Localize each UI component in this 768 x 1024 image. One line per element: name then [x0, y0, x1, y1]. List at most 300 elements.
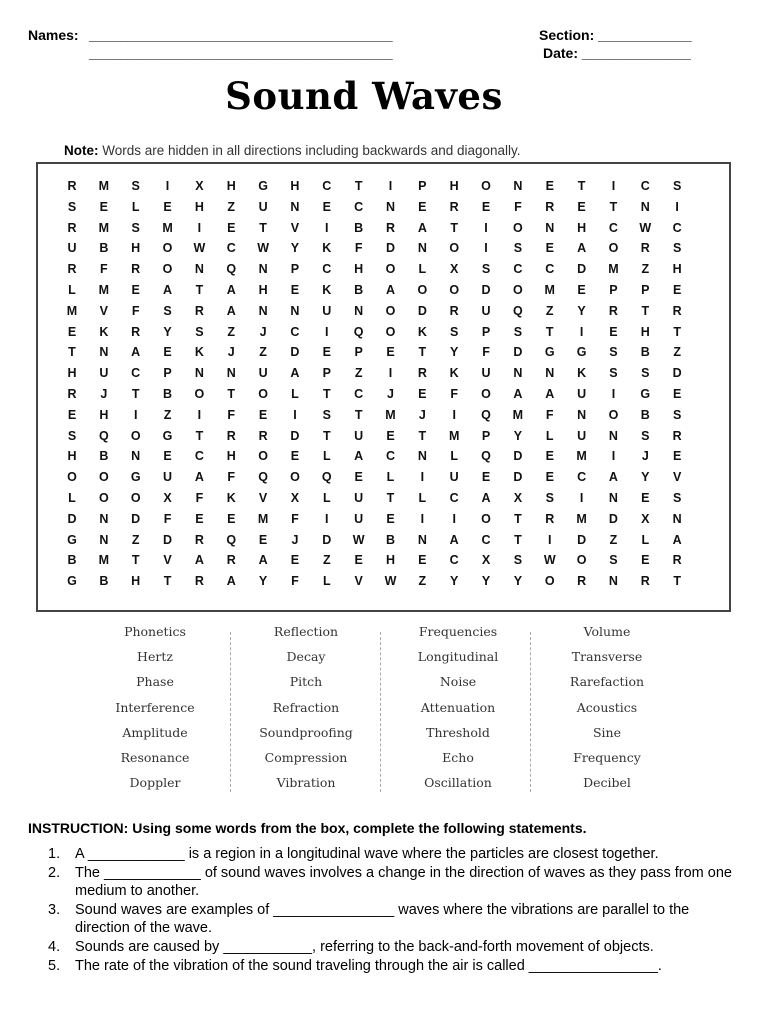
grid-letter: K [417, 324, 427, 339]
word-bank-divider [380, 632, 381, 792]
grid-letter: P [322, 366, 331, 381]
grid-letter: L [131, 199, 140, 214]
grid-letter: C [226, 241, 236, 256]
grid-letter: E [481, 199, 491, 214]
grid-letter: Z [227, 199, 236, 214]
grid-letter: J [227, 345, 235, 360]
grid-letter: D [513, 470, 523, 485]
grid-letter: N [99, 345, 109, 360]
grid-letter: I [579, 491, 584, 505]
grid-letter: D [322, 532, 332, 547]
grid-letter: D [608, 511, 618, 526]
grid-letter: N [577, 407, 587, 422]
grid-letter: J [100, 387, 108, 401]
grid-letter: E [545, 470, 554, 485]
grid-letter: A [354, 449, 364, 464]
grid-letter: M [576, 511, 587, 526]
word-bank-divider [230, 632, 231, 792]
grid-letter: E [672, 283, 682, 297]
grid-letter: S [672, 491, 682, 505]
grid-letter: Y [450, 574, 459, 589]
grid-letter: S [131, 220, 140, 235]
grid-letter: Z [354, 366, 363, 381]
grid-letter: C [322, 262, 332, 277]
grid-letter: H [385, 553, 396, 568]
grid-letter: U [481, 366, 491, 381]
grid-letter: N [417, 532, 427, 547]
grid-letter: R [258, 428, 268, 443]
word-bank-item: Volume [583, 624, 631, 639]
grid-letter: W [257, 241, 269, 256]
grid-letter: G [258, 179, 268, 193]
grid-letter: A [163, 283, 173, 297]
word-bank-item: Vibration [276, 775, 336, 791]
grid-letter: T [163, 574, 172, 589]
word-bank-item: Oscillation [424, 775, 492, 791]
grid-letter: S [322, 407, 331, 422]
word-bank [0, 622, 768, 800]
grid-letter: Q [226, 532, 237, 547]
grid-letter: I [325, 511, 329, 526]
grid-letter: L [545, 428, 554, 443]
grid-letter: Q [258, 470, 268, 485]
grid-letter: U [99, 366, 109, 381]
grid-letter: I [675, 199, 679, 214]
grid-letter: Q [481, 449, 491, 464]
grid-letter: G [576, 345, 587, 360]
grid-letter: E [258, 407, 268, 422]
grid-letter: R [640, 574, 650, 589]
grid-letter: R [577, 574, 587, 589]
grid-letter: C [481, 532, 491, 547]
grid-letter: S [609, 366, 618, 381]
grid-letter: M [98, 553, 110, 568]
grid-letter: J [418, 407, 426, 422]
grid-letter: F [227, 470, 236, 485]
grid-letter: T [195, 283, 204, 297]
word-search-grid [36, 162, 731, 612]
grid-letter: F [163, 511, 172, 526]
grid-letter: R [417, 366, 427, 381]
grid-letter: V [99, 303, 109, 318]
grid-letter: N [608, 491, 618, 505]
word-bank-item: Noise [439, 674, 477, 690]
word-bank-item: Hertz [137, 649, 173, 665]
grid-letter: X [163, 491, 172, 505]
grid-letter: S [672, 241, 682, 256]
word-bank-item: Interference [115, 699, 195, 715]
grid-letter: O [290, 470, 300, 485]
grid-letter: T [514, 511, 522, 526]
grid-letter: O [162, 241, 173, 256]
word-bank-divider [530, 632, 531, 792]
grid-letter: S [195, 324, 204, 339]
grid-letter: U [67, 241, 77, 256]
grid-letter: A [545, 387, 555, 401]
grid-letter: A [672, 532, 682, 547]
word-bank-item: Rarefaction [569, 674, 645, 690]
grid-letter: Y [481, 574, 491, 589]
grid-letter: I [388, 179, 393, 193]
grid-letter: I [420, 511, 425, 526]
grid-letter: K [322, 241, 332, 256]
grid-letter: A [513, 387, 523, 401]
grid-letter: L [418, 262, 427, 277]
grid-letter: P [641, 283, 650, 297]
grid-letter: N [672, 511, 682, 526]
grid-letter: V [258, 491, 268, 505]
grid-letter: E [545, 179, 554, 193]
grid-letter: F [450, 387, 458, 401]
grid-letter: T [418, 345, 427, 360]
grid-letter: E [322, 199, 331, 214]
grid-letter: U [481, 303, 491, 318]
grid-letter: B [99, 574, 109, 589]
grid-letter: N [545, 366, 555, 381]
statement-item [48, 901, 738, 937]
grid-letter: T [418, 428, 427, 443]
statement-number: 1. [48, 846, 61, 862]
grid-letter: L [322, 449, 331, 464]
grid-letter: H [131, 574, 141, 589]
grid-letter: P [354, 345, 363, 360]
grid-letter: D [481, 283, 491, 297]
names-blank-line-1: _______________________________________ [89, 27, 393, 43]
grid-letter: T [673, 324, 681, 339]
grid-letter: D [417, 303, 427, 318]
grid-letter: C [131, 366, 141, 381]
grid-letter: O [258, 387, 268, 401]
grid-letter: T [68, 345, 76, 360]
grid-letter: E [67, 407, 77, 422]
grid-letter: D [385, 241, 396, 256]
grid-letter: N [290, 199, 300, 214]
grid-letter: Z [163, 407, 172, 422]
word-bank-item: Frequencies [418, 624, 498, 639]
grid-letter: E [672, 449, 682, 464]
grid-letter: A [290, 366, 300, 381]
grid-letter: E [67, 324, 77, 339]
grid-letter: W [384, 574, 397, 589]
grid-letter: Z [609, 532, 618, 547]
grid-letter: Z [673, 345, 681, 360]
word-bank-item: Refraction [272, 699, 340, 715]
grid-letter: E [545, 449, 554, 464]
grid-letter: T [673, 574, 681, 589]
grid-letter: I [165, 179, 170, 193]
word-bank-item: Phase [136, 674, 174, 690]
grid-letter: E [322, 345, 331, 360]
grid-letter: M [98, 179, 110, 193]
grid-letter: C [672, 220, 682, 235]
grid-letter: Y [577, 303, 586, 318]
instruction-text: INSTRUCTION: Using some words from the box, complete the following statements. [28, 820, 587, 836]
grid-letter: E [577, 283, 586, 297]
grid-letter: I [388, 366, 393, 381]
grid-letter: U [258, 199, 268, 214]
grid-letter: H [449, 179, 459, 193]
grid-letter: H [577, 220, 587, 235]
grid-letter: C [513, 262, 523, 277]
grid-letter: X [481, 553, 491, 568]
grid-letter: E [354, 553, 363, 568]
grid-letter: D [163, 532, 173, 547]
grid-letter: U [577, 387, 587, 401]
grid-letter: I [197, 407, 202, 422]
note-text: Words are hidden in all directions including backwards and diagonally. [102, 143, 521, 158]
grid-letter: E [163, 199, 172, 214]
grid-letter: O [513, 220, 523, 235]
grid-letter: E [131, 283, 140, 297]
grid-letter: S [641, 366, 650, 381]
statement-number: 4. [48, 939, 61, 955]
grid-letter: H [67, 449, 77, 464]
statement-number: 3. [48, 902, 61, 918]
grid-letter: F [291, 511, 299, 526]
statements-list [48, 845, 738, 976]
grid-letter: E [481, 470, 491, 485]
grid-letter: Y [163, 324, 172, 339]
grid-letter: A [258, 553, 268, 568]
grid-letter: I [611, 387, 616, 401]
grid-letter: Z [322, 553, 331, 568]
grid-letter: O [608, 241, 619, 256]
grid-letter: Q [226, 262, 237, 277]
grid-letter: N [513, 179, 523, 193]
grid-letter: Q [513, 303, 523, 318]
grid-letter: C [290, 324, 300, 339]
date-field: Date: ______________ [543, 45, 691, 61]
word-bank-item: Decay [286, 649, 326, 665]
grid-letter: M [608, 262, 619, 277]
grid-letter: B [640, 407, 650, 422]
statement-text: A ____________ is a region in a longitudinal wave where the particles are closest together. [75, 846, 659, 862]
grid-letter: W [639, 220, 652, 235]
grid-letter: N [417, 449, 427, 464]
grid-letter: Z [545, 303, 554, 318]
grid-letter: N [545, 220, 555, 235]
grid-letter: I [548, 532, 552, 547]
grid-letter: A [131, 345, 141, 360]
grid-letter: R [545, 199, 555, 214]
word-bank-item: Resonance [120, 749, 190, 765]
grid-letter: F [291, 574, 299, 589]
grid-letter: K [322, 283, 332, 297]
grid-letter: R [672, 553, 682, 568]
statement-text: Sound waves are examples of _______________ waves where the vibrations are parallel to the direction of the wave. [75, 902, 690, 936]
grid-letter: P [481, 428, 491, 443]
grid-letter: E [227, 220, 236, 235]
grid-letter: O [481, 387, 491, 401]
grid-letter: R [194, 303, 204, 318]
grid-letter: G [67, 574, 77, 589]
grid-letter: N [417, 241, 427, 256]
grid-letter: I [197, 220, 202, 235]
grid-letter: C [354, 387, 364, 401]
word-bank-column [383, 622, 533, 798]
word-bank-item: Reflection [273, 624, 339, 639]
statement-text: The ____________ of sound waves involves a change in the direction of waves as they pass from one medium to another. [75, 865, 732, 899]
grid-letter: E [195, 511, 204, 526]
grid-letter: H [354, 262, 364, 277]
grid-letter: F [354, 241, 363, 256]
grid-letter: T [195, 428, 204, 443]
statement-item [48, 938, 738, 956]
grid-letter: N [226, 366, 236, 381]
grid-letter: N [99, 532, 109, 547]
grid-letter: U [354, 511, 364, 526]
grid-letter: N [194, 262, 204, 277]
grid-letter: P [418, 179, 427, 193]
grid-letter: N [385, 199, 396, 214]
grid-letters [38, 164, 729, 610]
grid-letter: H [672, 262, 682, 277]
statement-item [48, 957, 738, 975]
grid-letter: H [194, 199, 204, 214]
grid-letter: Q [98, 428, 109, 443]
grid-letter: N [258, 303, 268, 318]
grid-letter: T [259, 220, 267, 235]
grid-letter: O [449, 241, 460, 256]
grid-letter: A [608, 470, 618, 485]
word-bank-item: Attenuation [420, 699, 496, 715]
grid-letter: A [417, 220, 427, 235]
grid-letter: H [67, 366, 77, 381]
note-label: Note: [64, 143, 99, 158]
grid-letter: E [354, 470, 363, 485]
grid-letter: C [194, 449, 204, 464]
grid-letter: S [163, 303, 172, 318]
grid-letter: R [449, 199, 459, 214]
grid-letter: E [290, 449, 300, 464]
grid-letter: V [672, 470, 682, 485]
grid-letter: G [640, 387, 651, 401]
grid-letter: Y [450, 345, 459, 360]
grid-letter: C [354, 199, 364, 214]
grid-letter: C [385, 449, 396, 464]
grid-letter: S [609, 345, 618, 360]
statement-text: Sounds are caused by ___________, referring to the back-and-forth movement of objects. [75, 939, 654, 955]
grid-letter: E [418, 553, 427, 568]
grid-letter: I [579, 324, 584, 339]
grid-letter: E [99, 199, 109, 214]
grid-letter: K [226, 491, 236, 505]
grid-letter: M [162, 220, 173, 235]
grid-letter: Y [513, 428, 523, 443]
grid-letter: O [258, 449, 268, 464]
grid-letter: P [481, 324, 491, 339]
grid-letter: T [354, 407, 363, 422]
grid-letter: J [291, 532, 299, 547]
grid-letter: C [608, 220, 618, 235]
grid-letter: J [387, 387, 394, 401]
grid-letter: U [322, 303, 332, 318]
grid-letter: S [609, 553, 618, 568]
grid-letter: F [545, 407, 554, 422]
grid-letter: O [481, 511, 491, 526]
grid-letter: D [577, 262, 587, 277]
grid-letter: C [449, 553, 459, 568]
grid-letter: B [99, 449, 109, 464]
grid-letter: X [290, 491, 300, 505]
grid-letter: B [99, 241, 109, 256]
grid-letter: T [354, 179, 363, 193]
grid-letter: G [162, 428, 173, 443]
grid-letter: M [385, 407, 396, 422]
grid-letter: P [163, 366, 172, 381]
grid-letter: A [449, 532, 459, 547]
grid-letter: S [641, 428, 650, 443]
word-bank-item: Amplitude [122, 724, 188, 740]
grid-letter: L [322, 491, 331, 505]
grid-letter: R [131, 262, 141, 277]
word-bank-item: Soundproofing [259, 724, 353, 740]
grid-letter: U [354, 491, 364, 505]
word-bank-item: Pitch [289, 674, 323, 690]
grid-letter: I [325, 324, 329, 339]
grid-letter: L [291, 387, 299, 401]
grid-letter: W [193, 241, 206, 256]
grid-letter: E [418, 199, 427, 214]
grid-letter: D [672, 366, 682, 381]
word-bank-item: Echo [442, 749, 474, 765]
grid-letter: F [195, 491, 204, 505]
grid-letter: A [194, 470, 204, 485]
grid-letter: R [449, 303, 459, 318]
grid-letter: L [68, 491, 76, 505]
grid-letter: M [576, 449, 587, 464]
grid-letter: W [352, 532, 365, 547]
grid-letter: S [450, 324, 459, 339]
grid-letter: N [354, 303, 364, 318]
grid-letter: D [67, 511, 77, 526]
grid-letter: R [194, 532, 204, 547]
grid-letter: O [481, 179, 491, 193]
grid-letter: Q [321, 470, 332, 485]
statement-item [48, 864, 738, 900]
grid-letter: S [513, 241, 523, 256]
grid-letter: S [67, 199, 77, 214]
grid-letter: R [226, 553, 236, 568]
grid-letter: O [385, 262, 396, 277]
grid-letter: T [450, 220, 458, 235]
grid-letter: E [386, 511, 395, 526]
grid-letter: X [513, 491, 523, 505]
grid-letter: F [482, 345, 490, 360]
grid-letter: I [293, 407, 297, 422]
grid-letter: I [484, 220, 488, 235]
grid-letter: E [672, 387, 682, 401]
grid-letter: X [195, 179, 204, 193]
grid-letter: E [418, 387, 427, 401]
grid-letter: T [131, 553, 140, 568]
grid-letter: U [354, 428, 364, 443]
grid-letter: D [290, 428, 300, 443]
grid-letter: E [163, 449, 172, 464]
grid-letter: R [640, 241, 650, 256]
statement-item [48, 845, 738, 863]
grid-letter: S [513, 553, 523, 568]
grid-letter: L [418, 491, 427, 505]
grid-letter: N [513, 366, 523, 381]
grid-letter: M [98, 283, 110, 297]
grid-letter: L [450, 449, 458, 464]
grid-letter: F [227, 407, 236, 422]
grid-letter: T [641, 303, 650, 318]
grid-letter: G [130, 470, 141, 485]
grid-letter: O [130, 428, 141, 443]
grid-letter: O [513, 283, 523, 297]
